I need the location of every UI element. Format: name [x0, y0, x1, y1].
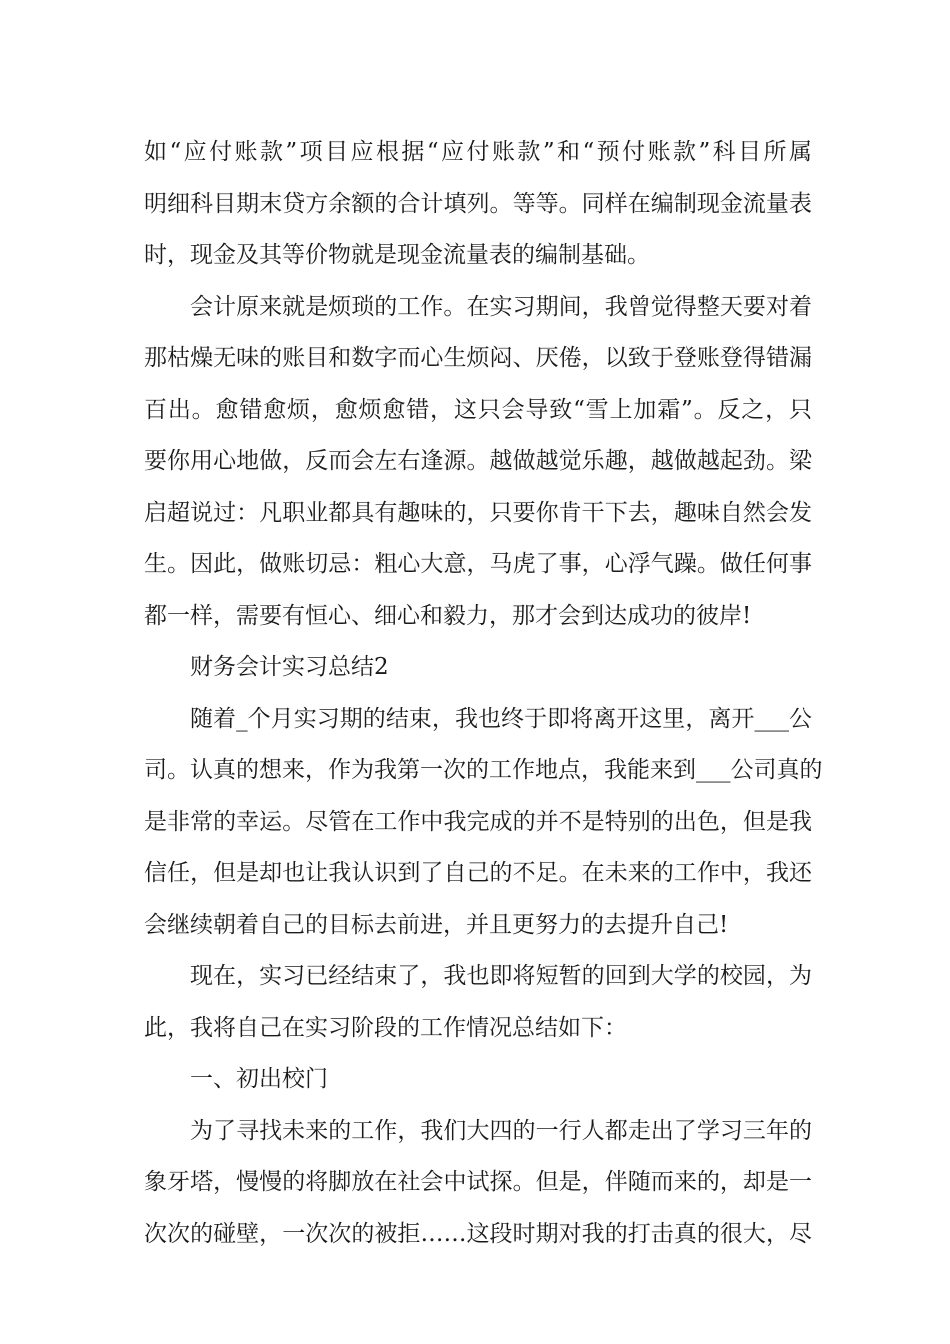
section-heading: 财务会计实习总结2: [190, 654, 389, 680]
text-line: 是非常的幸运。尽管在工作中我完成的并不是特别的出色，但是我: [144, 808, 812, 835]
text-line: 司。认真的想来，作为我第一次的工作地点，我能来到___公司真的: [144, 757, 823, 783]
paragraph: [144, 127, 812, 282]
text-line: 那枯燥无味的账目和数字而心生烦闷、厌倦，以致于登账登得错漏: [144, 345, 812, 371]
text-line: 生。因此，做账切忌：粗心大意，马虎了事，心浮气躁。做任何事: [144, 551, 812, 577]
text-line: 象牙塔，慢慢的将脚放在社会中试探。但是，伴随而来的，却是一: [144, 1169, 812, 1195]
text-line: 明细科目期末贷方余额的合计填列。等等。同样在编制现金流量表: [144, 190, 812, 217]
paragraph: [144, 694, 823, 952]
text-line: 为了寻找未来的工作，我们大四的一行人都走出了学习三年的: [190, 1117, 812, 1144]
text-line: 启超说过：凡职业都具有趣味的，只要你肯干下去，趣味自然会发: [144, 499, 812, 526]
text-line: 次次的碰壁，一次次的被拒……这段时期对我的打击真的很大，尽: [144, 1220, 812, 1247]
text-line: 时，现金及其等价物就是现金流量表的编制基础。: [144, 242, 650, 268]
text-line: 要你用心地做，反而会左右逢源。越做越觉乐趣，越做越起劲。梁: [144, 448, 812, 474]
text-line: 如“应付账款”项目应根据“应付账款”和“预付账款”科目所属: [144, 139, 812, 165]
text-line: 会计原来就是烦琐的工作。在实习期间，我曾觉得整天要对着: [190, 293, 812, 320]
text-line: 都一样，需要有恒心、细心和毅力，那才会到达成功的彼岸!: [144, 602, 752, 629]
paragraph: [144, 282, 812, 643]
paragraph: [144, 951, 812, 1054]
text-line: 会继续朝着自己的目标去前进，并且更努力的去提升自己!: [144, 911, 729, 938]
text-line: 百出。愈错愈烦，愈烦愈错，这只会导致“雪上加霜”。反之，只: [144, 396, 812, 423]
document-body: [144, 127, 823, 1260]
text-line: 此，我将自己在实习阶段的工作情况总结如下：: [144, 1014, 627, 1041]
text-line: 信任，但是却也让我认识到了自己的不足。在未来的工作中，我还: [144, 860, 812, 886]
subsection-heading: 一、初出校门: [190, 1066, 328, 1092]
text-line: 随着_个月实习期的结束，我也终于即将离开这里，离开___公: [190, 705, 812, 732]
paragraph: [144, 1106, 812, 1261]
text-line: 现在，实习已经结束了，我也即将短暂的回到大学的校园，为: [190, 963, 812, 989]
